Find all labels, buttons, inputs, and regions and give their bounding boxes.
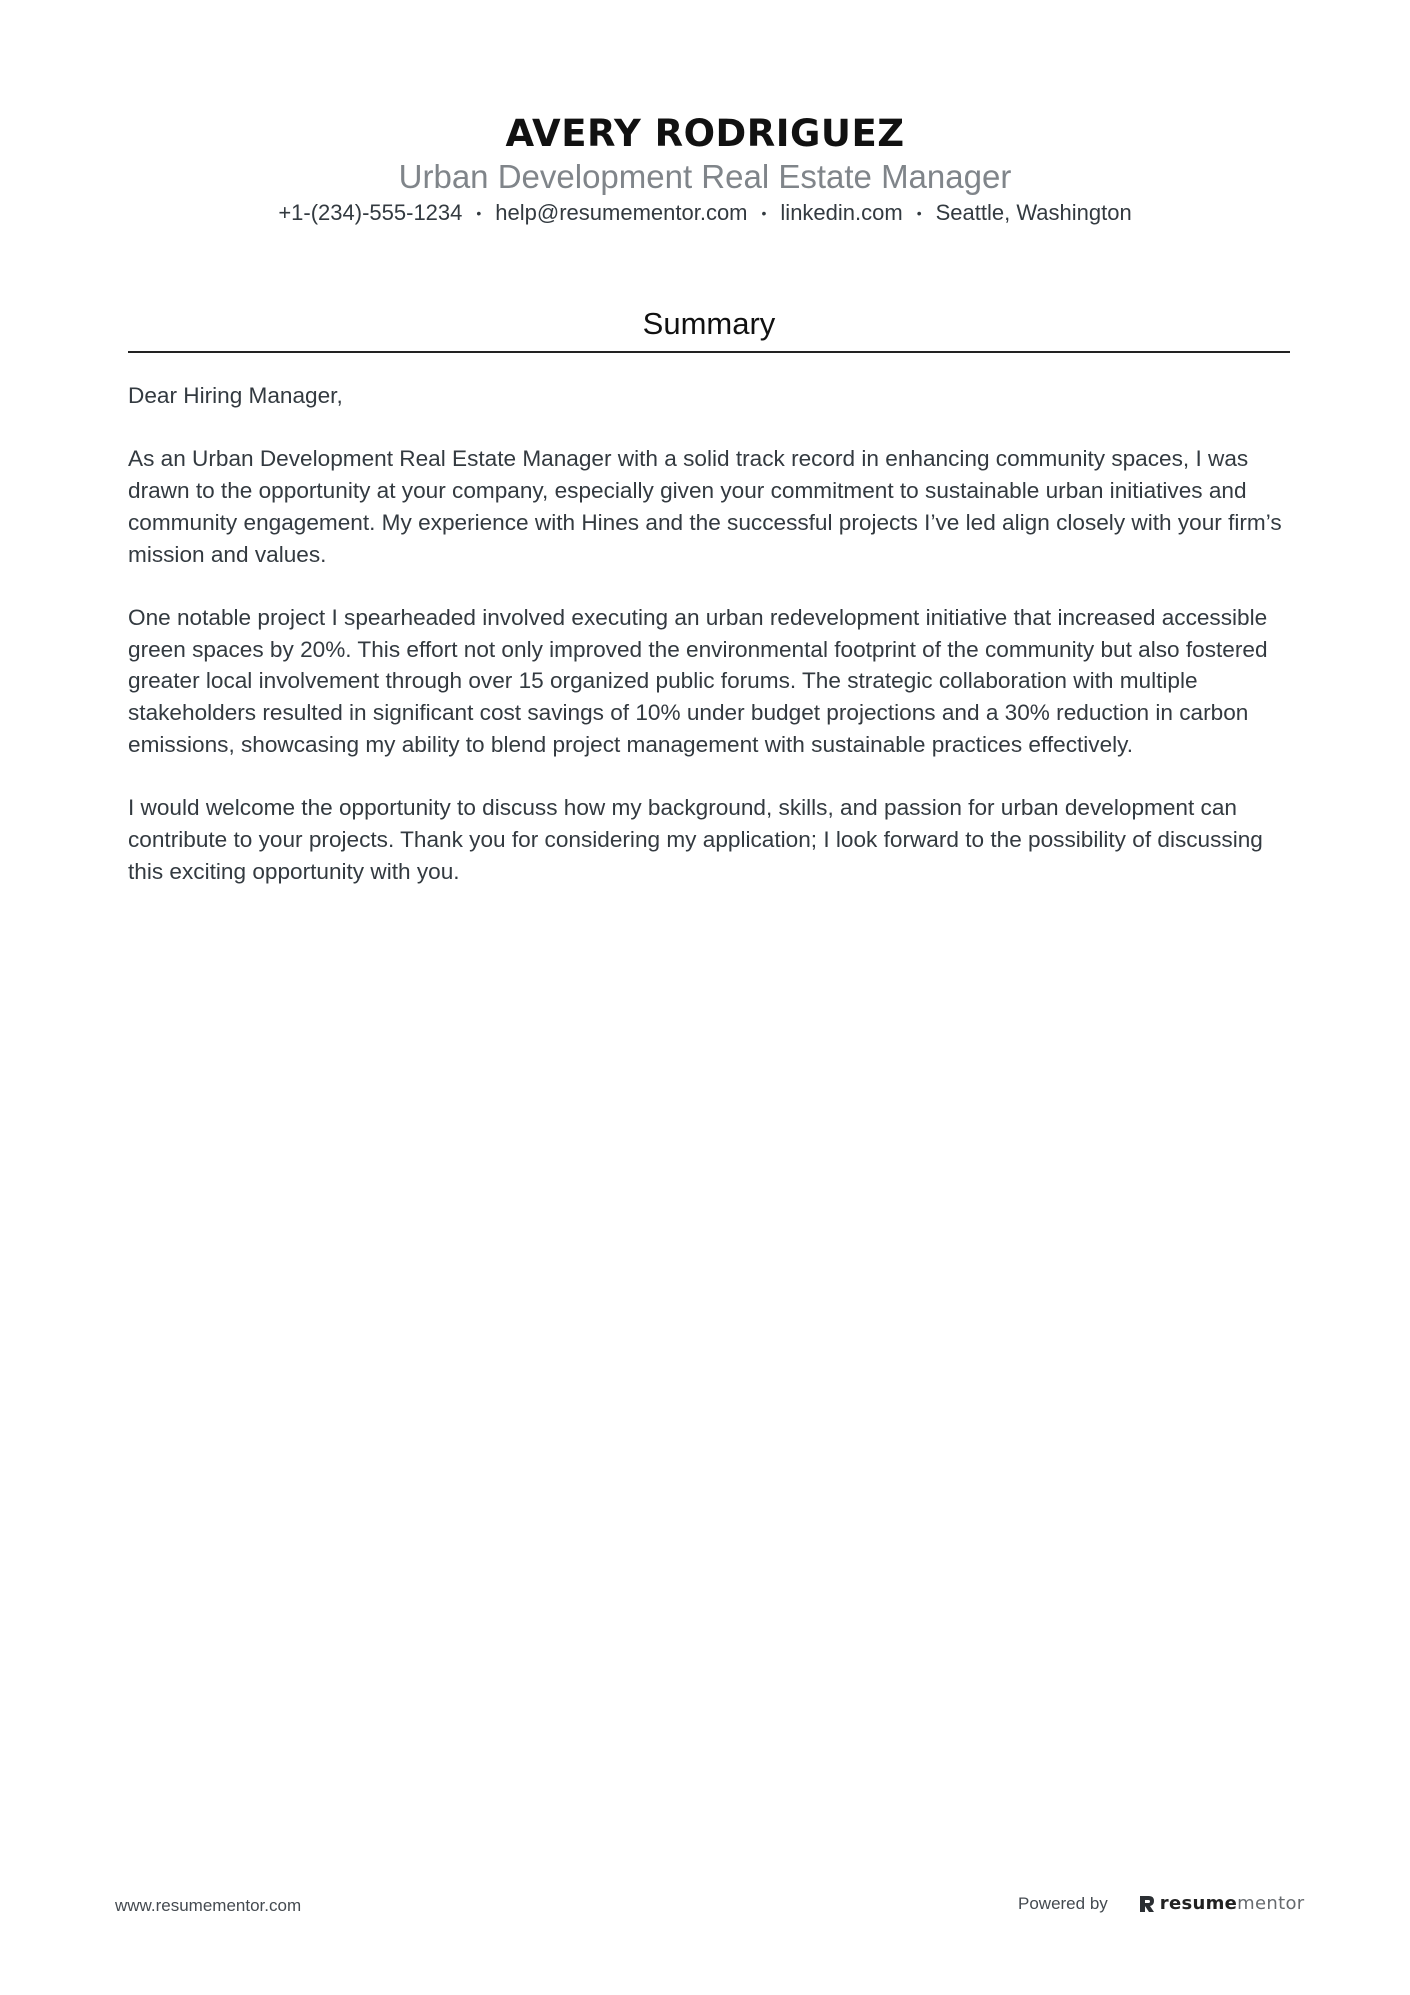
resumementor-logo — [1138, 1893, 1305, 1915]
logo-wordmark-light: mentor — [1237, 1893, 1305, 1914]
logo-wordmark-bold: resume — [1159, 1893, 1238, 1914]
contact-phone: +1-(234)-555-1234 — [278, 200, 463, 225]
powered-by-label: Powered by — [1018, 1894, 1108, 1913]
contact-line — [0, 198, 1410, 228]
logo-wordmark — [1160, 1893, 1305, 1915]
section-divider — [128, 351, 1290, 353]
contact-separator: • — [476, 205, 482, 221]
candidate-name: AVERY RODRIGUEZ — [505, 112, 905, 155]
contact-linkedin: linkedin.com — [780, 200, 903, 225]
footer-branding — [1018, 1891, 1304, 1917]
letter-paragraph: One notable project I spearheaded involved executing an urban redevelopment initiative that increased accessible green spaces by 20%. This effort not only improved the environmental footprint of the community but also fostered greater local involvement through over 15 organized public forums. The strategic collaboration with multiple stakeholders resulted in significant cost savings of 10% under budget projections and a 30% reduction in carbon emissions, showcasing my ability to blend project management with sustainable practices effectively. — [128, 604, 1268, 757]
resume-header — [0, 112, 1410, 228]
cover-letter-body — [128, 380, 1296, 919]
resumementor-logo-icon — [1138, 1894, 1156, 1914]
contact-email: help@resumementor.com — [495, 200, 748, 225]
letter-paragraph: I would welcome the opportunity to discuss how my background, skills, and passion for urban development can contribute to your projects. Thank you for considering my application; I look forward to the possibility of discussing this exciting opportunity with you. — [128, 795, 1263, 884]
job-title: Urban Development Real Estate Manager — [398, 158, 1012, 195]
footer-website: www.resumementor.com — [115, 1896, 302, 1915]
section-title: Summary — [642, 306, 776, 341]
letter-salutation: Dear Hiring Manager, — [128, 383, 343, 408]
contact-location: Seattle, Washington — [935, 200, 1132, 225]
letter-paragraph: As an Urban Development Real Estate Manager with a solid track record in enhancing community spaces, I was drawn to the opportunity at your company, especially given your commitment to sustainable urban initiatives and community engagement. My experience with Hines and the successful projects I’ve led align closely with your firm’s mission and values. — [128, 446, 1282, 567]
contact-separator: • — [916, 205, 922, 221]
contact-separator: • — [761, 205, 767, 221]
